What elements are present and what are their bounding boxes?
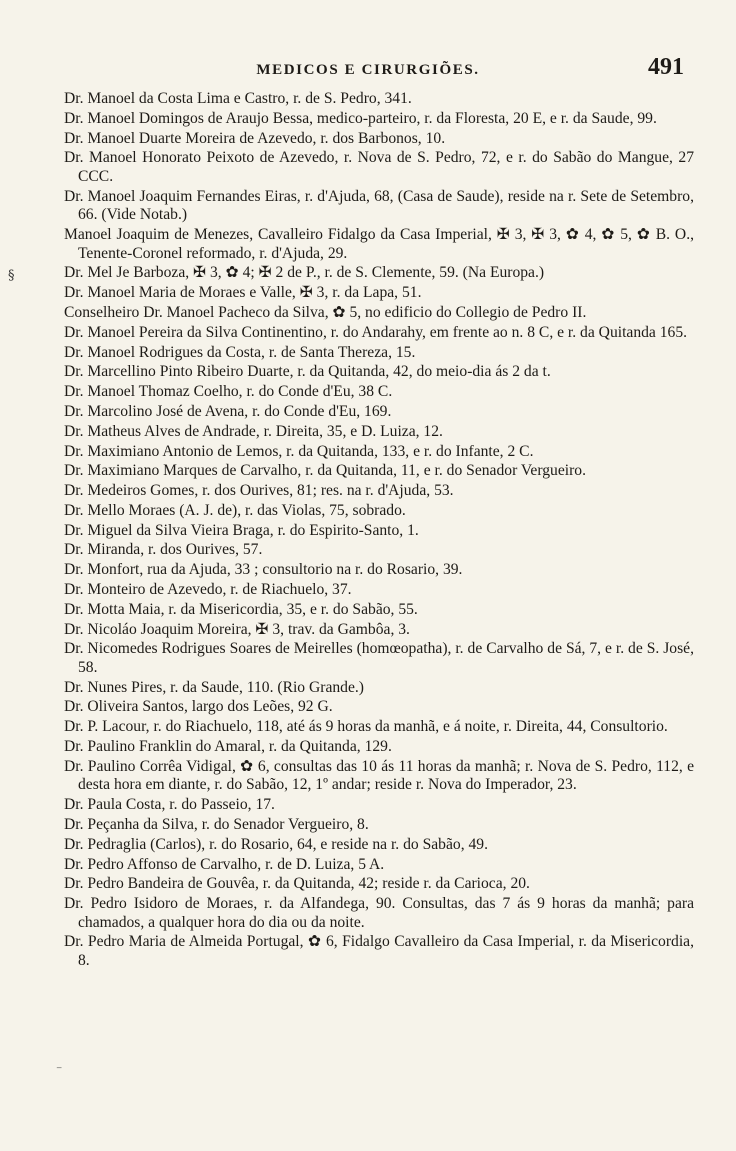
page-number: 491	[648, 54, 684, 80]
entry: Dr. Monteiro de Azevedo, r. de Riachuelo, 37.	[64, 580, 352, 598]
entry: Dr. Manoel Thomaz Coelho, r. do Conde d'Eu, 38 C.	[64, 383, 393, 401]
entry: Dr. Marcolino José de Avena, r. do Conde d'Eu, 169.	[64, 402, 392, 420]
entry: Dr. Medeiros Gomes, r. dos Ourives, 81; res. na r. d'Ajuda, 53.	[64, 482, 454, 500]
entry: Dr. Motta Maia, r. da Misericordia, 35, e r. do Sabão, 55.	[64, 600, 418, 618]
entry: Dr. Paulino Corrêa Vidigal, ✿ 6, consultas das 10 ás 11 horas da manhã; r. Nova de S. Pedro, 112, e desta hora em diante, r. do Sabão, 12, 1º andar; reside r. Nova do Imperador, 23.	[64, 757, 694, 794]
entry: Dr. Pedro Isidoro de Moraes, r. da Alfandega, 90. Consultas, das 7 ás 9 horas da manhã; para chamados, a qualquer hora do dia ou da noite.	[64, 895, 694, 931]
entry: Dr. Monfort, rua da Ajuda, 33 ; consultorio na r. do Rosario, 39.	[64, 561, 463, 579]
entry: Dr. Peçanha da Silva, r. do Senador Vergueiro, 8.	[64, 815, 369, 833]
entry: Conselheiro Dr. Manoel Pacheco da Silva, ✿ 5, no edificio do Collegio de Pedro II.	[64, 304, 587, 322]
entry: Manoel Joaquim de Menezes, Cavalleiro Fidalgo da Casa Imperial, ✠ 3, ✠ 3, ✿ 4, ✿ 5, ✿ B. O., Tenente-Coronel reformado, r. d'Ajuda, 29.	[64, 226, 694, 262]
entry: Dr. Nicomedes Rodrigues Soares de Meirelles (homœopatha), r. de Carvalho de Sá, 7, e r. de S. José, 58.	[64, 640, 694, 676]
entry: Dr. Manoel Maria de Moraes e Valle, ✠ 3, r. da Lapa, 51.	[64, 284, 422, 302]
margin-mark: §	[8, 268, 15, 283]
entry: Dr. P. Lacour, r. do Riachuelo, 118, até ás 9 horas da manhã, e á noite, r. Direita, 44, Consultorio.	[64, 718, 668, 736]
entry: Dr. Manoel Domingos de Araujo Bessa, medico-parteiro, r. da Floresta, 20 E, e r. da Saude, 99.	[64, 109, 657, 127]
entry: Dr. Manoel da Costa Lima e Castro, r. de S. Pedro, 341.	[64, 90, 412, 107]
entry: Dr. Maximiano Antonio de Lemos, r. da Quitanda, 133, e r. do Infante, 2 C.	[64, 442, 534, 460]
entry: Dr. Pedro Maria de Almeida Portugal, ✿ 6, Fidalgo Cavalleiro da Casa Imperial, r. da Misericordia, 8.	[64, 933, 694, 970]
entry: Dr. Manoel Pereira da Silva Continentino, r. do Andarahy, em frente ao n. 8 C, e r. da Quitanda 165.	[64, 323, 688, 341]
entry: Dr. Matheus Alves de Andrade, r. Direita, 35, e D. Luiza, 12.	[64, 422, 443, 440]
running-title: MEDICOS E CIRURGIÕES.	[256, 62, 480, 78]
entry: Dr. Manoel Joaquim Fernandes Eiras, r. d'Ajuda, 68, (Casa de Saude), reside na r. Sete de Setembro, 66. (Vide Notab.)	[64, 187, 694, 224]
entry: Dr. Manoel Duarte Moreira de Azevedo, r. dos Barbonos, 10.	[64, 129, 446, 147]
entry: Dr. Nicoláo Joaquim Moreira, ✠ 3, trav. da Gambôa, 3.	[64, 620, 410, 638]
entry: Dr. Miguel da Silva Vieira Braga, r. do Espirito-Santo, 1.	[64, 521, 419, 539]
entry: Dr. Paula Costa, r. do Passeio, 17.	[64, 796, 275, 814]
entry: Dr. Pedraglia (Carlos), r. do Rosario, 64, e reside na r. do Sabão, 49.	[64, 835, 488, 853]
entry: Dr. Mello Moraes (A. J. de), r. das Violas, 75, sobrado.	[64, 501, 406, 519]
entry: Dr. Manoel Rodrigues da Costa, r. de Santa Thereza, 15.	[64, 343, 416, 361]
entry: Dr. Nunes Pires, r. da Saude, 110. (Rio Grande.)	[64, 678, 364, 696]
entry: Dr. Pedro Bandeira de Gouvêa, r. da Quitanda, 42; reside r. da Carioca, 20.	[64, 875, 530, 893]
entry: Dr. Maximiano Marques de Carvalho, r. da Quitanda, 11, e r. do Senador Vergueiro.	[64, 462, 586, 480]
entry: Dr. Oliveira Santos, largo dos Leões, 92 G.	[64, 698, 333, 716]
entry: Dr. Marcellino Pinto Ribeiro Duarte, r. da Quitanda, 42, do meio-dia ás 2 da t.	[64, 363, 551, 381]
stray-mark: ⁻	[56, 1063, 63, 1077]
entry: Dr. Mel Je Barboza, ✠ 3, ✿ 4; ✠ 2 de P., r. de S. Clemente, 59. (Na Europa.)	[64, 264, 545, 282]
entry: Dr. Paulino Franklin do Amaral, r. da Quitanda, 129.	[64, 738, 392, 756]
entry-list	[64, 90, 694, 972]
entry: Dr. Manoel Honorato Peixoto de Azevedo, r. Nova de S. Pedro, 72, e r. do Sabão do Mangue, 27 CCC.	[64, 149, 694, 185]
entry: Dr. Pedro Affonso de Carvalho, r. de D. Luiza, 5 A.	[64, 855, 385, 873]
entry: Dr. Miranda, r. dos Ourives, 57.	[64, 541, 263, 559]
